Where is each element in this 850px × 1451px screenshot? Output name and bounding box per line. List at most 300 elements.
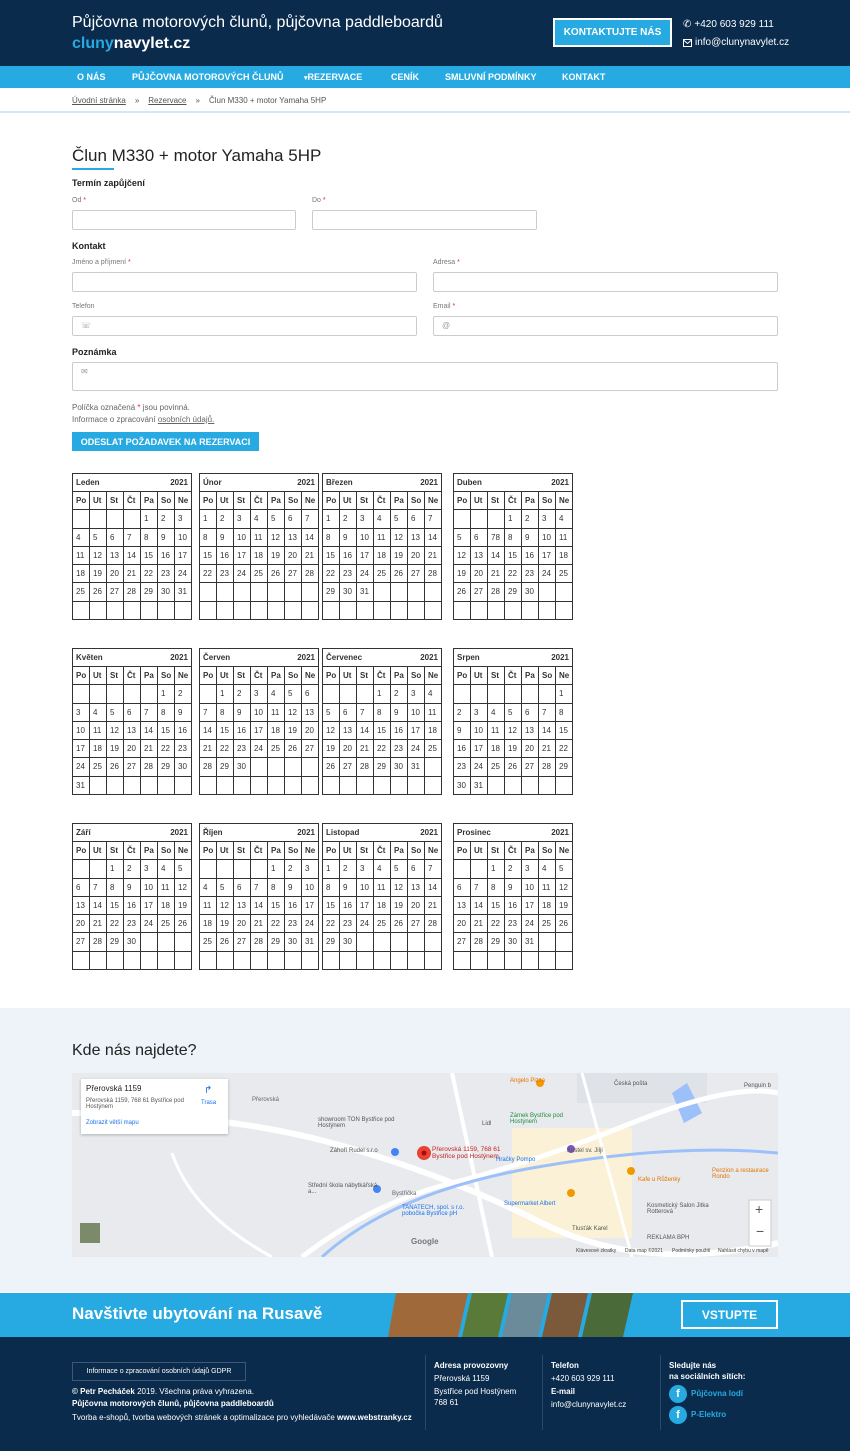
calendar-day: 11 [488,722,505,740]
calendar-day: 1 [323,510,340,528]
calendar-empty-cell [522,685,539,703]
calendar-day: 19 [505,740,522,758]
page-title: Člun M330 + motor Yamaha 5HP [72,146,322,165]
calendar-day: 14 [141,722,158,740]
calendar-empty-cell [391,583,408,601]
calendar-day: 30 [234,758,251,776]
nav-item-pujcovna[interactable]: PŮJČOVNA MOTOROVÝCH ČLUNŮ [132,72,284,82]
calendar-day: 26 [505,758,522,776]
nav-item-smluvni-podminky[interactable]: SMLUVNÍ PODMÍNKY [445,72,537,82]
calendar-day: 11 [268,704,285,722]
calendar-empty-cell [374,933,391,951]
breadcrumb [72,96,326,105]
calendar-day: 28 [251,933,268,951]
calendar-day: 19 [285,722,302,740]
calendar-empty-cell [73,602,90,620]
calendar-day: 19 [175,897,192,915]
calendar-day: 7 [425,860,442,878]
to-label [312,197,326,204]
calendar-day: 26 [217,933,234,951]
calendar-empty-cell [471,952,488,970]
calendar-empty-cell [323,685,340,703]
calendar-day: 6 [522,704,539,722]
calendar-empty-cell [522,602,539,620]
calendar-day: 10 [357,879,374,897]
made-by-link[interactable]: www.webstranky.cz [337,1413,412,1422]
calendar-week-row [323,758,442,776]
calendar-day: 20 [73,915,90,933]
map-footer-link[interactable]: Klávesové zkratky [576,1248,617,1254]
calendar-header [73,649,192,667]
calendar-empty-cell [107,952,124,970]
footer-made-by [72,1413,412,1422]
calendar-week-row [73,879,192,897]
calendar-empty-cell [90,777,107,795]
calendar-day: 5 [268,510,285,528]
calendar-day: 15 [556,722,573,740]
title-underline [72,168,114,170]
breadcrumb-separator: » [134,96,140,105]
calendar-empty-cell [234,860,251,878]
calendar-week-row [73,704,192,722]
calendar-day: 25 [90,758,107,776]
calendar-week-row [323,740,442,758]
to-date-input[interactable] [312,210,537,230]
calendar-weekday: Po [73,492,90,510]
calendar-day: 15 [323,897,340,915]
required-note [72,403,190,412]
calendar-weekday: Pa [522,842,539,860]
calendar-empty-cell [425,933,442,951]
calendar-day: 7 [141,704,158,722]
calendar-day: 18 [539,897,556,915]
calendar-weekday: Ut [217,842,234,860]
calendar-weekday-row [454,842,573,860]
calendar-day: 30 [340,933,357,951]
calendar-day: 10 [471,722,488,740]
calendar-header [200,649,319,667]
submit-reservation-button[interactable]: ODESLAT POŽADAVEK NA REZERVACI [72,432,259,451]
calendar-day: 23 [285,915,302,933]
map-place: Kosmetický Salon Jitka Rotterová [647,1203,709,1215]
calendar-day: 78 [488,529,505,547]
calendar-empty-cell [217,583,234,601]
calendar-empty-cell [505,602,522,620]
calendar-empty-cell [217,860,234,878]
calendar-empty-cell [175,933,192,951]
calendar-empty-cell [200,602,217,620]
calendar-week-row [73,758,192,776]
footer-gdpr-button[interactable]: Informace o zpracování osobních údajů GDPR [72,1362,246,1381]
rusava-banner[interactable] [0,1293,850,1337]
name-input[interactable] [72,272,417,292]
phone-input[interactable] [72,316,417,336]
calendar-day: 7 [539,704,556,722]
calendar-day: 9 [285,879,302,897]
calendar-empty-cell [73,952,90,970]
calendar-day: 11 [374,879,391,897]
calendar-month [322,823,442,970]
calendar-week-row [73,602,192,620]
calendar-day: 5 [90,529,107,547]
calendar-weekday: St [357,842,374,860]
calendar-year: 2021 [297,828,315,837]
zoom-in-button[interactable]: + [755,1201,764,1217]
calendar-month [453,473,573,620]
calendar-empty-cell [425,583,442,601]
required-star: * [83,197,87,204]
calendar-weekday: Ne [556,492,573,510]
calendar-day: 3 [234,510,251,528]
calendar-day: 3 [175,510,192,528]
calendar-day: 12 [268,529,285,547]
calendar-month-name: Duben [457,478,482,487]
calendar-day: 27 [107,583,124,601]
calendar-empty-cell [90,602,107,620]
calendar-empty-cell [522,952,539,970]
name-label-text: Jméno a příjmení [72,259,127,266]
calendar-weekday: Ut [340,667,357,685]
banner-enter-button[interactable]: VSTUPTE [681,1300,778,1329]
note-textarea[interactable] [72,362,778,391]
calendar-day: 18 [488,740,505,758]
calendar-day: 27 [408,565,425,583]
calendar-day: 30 [340,583,357,601]
map-route-link[interactable]: Trasa [201,1100,217,1106]
calendar-week-row [200,547,319,565]
calendar-month [199,823,319,970]
address-label [433,259,460,266]
note-heading: Poznámka [72,347,117,357]
calendar-day: 29 [158,758,175,776]
calendar-day: 17 [357,547,374,565]
calendar-weekday: Čt [505,492,522,510]
calendar-day: 15 [158,722,175,740]
calendar-week-row [454,758,573,776]
calendar-empty-cell [73,510,90,528]
nav-item-cenik[interactable]: CENÍK [391,72,420,82]
calendar-day: 10 [539,529,556,547]
calendar-weekday: St [488,492,505,510]
calendar-day: 21 [357,740,374,758]
calendar-day: 17 [175,547,192,565]
main-nav [0,66,850,88]
calendar-weekday: Čt [124,667,141,685]
contact-us-button[interactable]: KONTAKTUJTE NÁS [553,18,672,47]
map-card-larger-link[interactable]: Zobrazit větší mapu [86,1120,139,1126]
calendar-year: 2021 [420,478,438,487]
calendar-day: 23 [158,565,175,583]
calendar-day: 28 [471,933,488,951]
calendar-day: 8 [323,879,340,897]
calendar-week-row [454,740,573,758]
calendar-empty-cell [234,952,251,970]
calendar-month-name: Březen [326,478,353,487]
calendar-week-row [73,777,192,795]
footer-email[interactable]: info@clunynavylet.cz [551,1400,627,1409]
calendar-day: 25 [251,565,268,583]
breadcrumb-rezervace[interactable]: Rezervace [148,96,187,105]
calendar-day: 11 [556,529,573,547]
calendar-day: 2 [454,704,471,722]
calendar-weekday: St [488,667,505,685]
calendar-day: 23 [124,915,141,933]
phone-icon: ☏ [81,321,92,330]
calendar-day: 14 [357,722,374,740]
calendar-week-row [454,777,573,795]
facebook-icon[interactable]: f [669,1385,687,1403]
calendar-day: 13 [522,722,539,740]
calendar-day: 28 [425,915,442,933]
calendar-week-row [454,529,573,547]
calendar-day: 1 [158,685,175,703]
calendar-day: 29 [268,933,285,951]
google-map[interactable] [72,1073,778,1257]
nav-item-rezervace[interactable] [304,66,362,88]
calendar-month [322,473,442,620]
calendar-day: 16 [234,722,251,740]
calendar-weekday: Ut [340,842,357,860]
calendar-day: 12 [175,879,192,897]
calendar-day: 8 [217,704,234,722]
calendar-day: 28 [357,758,374,776]
email-label [433,303,455,310]
calendar-weekday: Po [73,842,90,860]
calendar-weekday: St [488,842,505,860]
calendar-day: 2 [340,510,357,528]
header-phone[interactable] [683,19,774,30]
footer-divider [425,1355,426,1430]
calendar-day: 31 [73,777,90,795]
calendar-day: 18 [374,897,391,915]
gdpr-link[interactable]: osobních údajů. [157,415,215,424]
calendar-empty-cell [251,602,268,620]
address-line: Přerovská 1159 [434,1374,490,1383]
calendar-day: 23 [454,758,471,776]
calendar-day: 26 [391,565,408,583]
calendar-empty-cell [391,777,408,795]
calendar-day: 15 [107,897,124,915]
calendar-empty-cell [200,685,217,703]
nav-item-rezervace-label: REZERVACE [307,72,363,82]
calendar-day: 28 [488,583,505,601]
from-label-text: Od [72,197,82,204]
calendar-empty-cell [556,583,573,601]
calendar-day: 25 [556,565,573,583]
calendar-day: 25 [73,583,90,601]
calendar-day: 8 [158,704,175,722]
calendar-empty-cell [340,952,357,970]
calendar-day: 5 [505,704,522,722]
directions-icon[interactable]: ↱ [204,1085,213,1096]
calendar-week-row [200,722,319,740]
calendar-day: 30 [175,758,192,776]
calendar-empty-cell [425,602,442,620]
social-link-p-elektro[interactable]: P-Elektro [691,1410,727,1419]
calendar-day: 3 [357,860,374,878]
calendar-day: 12 [107,722,124,740]
calendar-empty-cell [454,685,471,703]
calendar-empty-cell [124,602,141,620]
calendar-day: 5 [323,704,340,722]
calendar-header [454,649,573,667]
calendar-weekday: So [285,842,302,860]
map-place: TANATECH, spol. s r.o. pobočka Bystřice pH [402,1205,465,1217]
calendar-day: 10 [251,704,268,722]
calendar-week-row [323,722,442,740]
nav-item-kontakt[interactable]: KONTAKT [562,72,606,82]
calendar-weekday: So [158,492,175,510]
calendar-day: 31 [175,583,192,601]
calendar-empty-cell [217,602,234,620]
site-logo[interactable] [72,35,190,53]
calendar-weekday-row [200,842,319,860]
calendar-weekday: Ut [340,492,357,510]
calendar-header [200,824,319,842]
calendar-day: 9 [217,529,234,547]
calendar-weekday: So [539,667,556,685]
calendar-week-row [323,777,442,795]
calendar-day: 2 [340,860,357,878]
calendar-day: 2 [124,860,141,878]
calendar-day: 12 [391,529,408,547]
map-info-card [81,1079,228,1134]
from-date-input[interactable] [72,210,296,230]
calendar-weekday: Čt [124,492,141,510]
social-link-pujcovna[interactable]: Půjčovna lodí [691,1389,744,1398]
calendar-week-row [73,547,192,565]
nav-item-o-nas[interactable]: O NÁS [77,72,106,82]
calendar-empty-cell [454,602,471,620]
calendar-empty-cell [357,685,374,703]
calendar-day: 2 [158,510,175,528]
header-email[interactable] [683,37,789,48]
calendar-day: 16 [391,722,408,740]
calendar-weekday: Ne [556,667,573,685]
calendar-day: 19 [323,740,340,758]
calendar-year: 2021 [297,653,315,662]
header-phone-text: +420 603 929 111 [694,19,774,30]
calendar-empty-cell [251,777,268,795]
required-note-text: Políčka označená [72,403,136,412]
calendar-day: 29 [374,758,391,776]
calendar-weekday: Ne [425,842,442,860]
calendar-day: 22 [200,565,217,583]
zoom-out-button[interactable]: − [756,1223,765,1239]
calendar-header [454,824,573,842]
calendar-week-row [200,933,319,951]
calendar-empty-cell [425,777,442,795]
calendar-day: 25 [539,915,556,933]
calendar-month-name: Červenec [326,653,363,662]
calendar-empty-cell [539,777,556,795]
calendar-weekday: So [158,842,175,860]
calendar-week-row [454,602,573,620]
calendar-day: 7 [200,704,217,722]
map-place: Supermarket Albert [504,1201,556,1207]
calendar-year: 2021 [551,478,569,487]
calendar-day: 2 [217,510,234,528]
breadcrumb-home[interactable]: Úvodní stránka [72,96,126,105]
calendar-day: 24 [302,915,319,933]
required-note-end: jsou povinná. [142,403,190,412]
calendar-weekday: Čt [374,667,391,685]
calendar-header [454,474,573,492]
calendar-year: 2021 [420,653,438,662]
calendar-day: 20 [454,915,471,933]
calendar-empty-cell [505,685,522,703]
calendar-day: 4 [90,704,107,722]
calendar-day: 6 [454,879,471,897]
calendar-month-name: Říjen [203,828,223,837]
calendar-day: 5 [391,860,408,878]
calendar-week-row [454,510,573,528]
calendar-empty-cell [158,777,175,795]
calendar-empty-cell [522,777,539,795]
logo-part-domain: navylet.cz [113,35,191,52]
calendar-day: 21 [200,740,217,758]
calendar-day: 20 [408,547,425,565]
calendar-weekday: Po [454,842,471,860]
email-input[interactable] [433,316,778,336]
calendar-day: 19 [268,547,285,565]
calendar-empty-cell [408,952,425,970]
calendar-empty-cell [391,952,408,970]
calendar-weekday: Po [323,492,340,510]
calendar-week-row [454,952,573,970]
calendar-empty-cell [539,602,556,620]
calendar-day: 6 [285,510,302,528]
map-place: Tlusťák Karel [572,1226,608,1232]
calendar-empty-cell [285,602,302,620]
calendar-empty-cell [374,602,391,620]
calendar-week-row [200,704,319,722]
calendar-day: 20 [302,722,319,740]
address-input[interactable] [433,272,778,292]
calendar-day: 16 [340,897,357,915]
calendar-day: 26 [323,758,340,776]
calendar-day: 19 [556,897,573,915]
calendar-day: 7 [90,879,107,897]
calendar-day: 1 [374,685,391,703]
calendar-day: 2 [522,510,539,528]
calendar-day: 2 [175,685,192,703]
calendar-empty-cell [408,602,425,620]
calendar-empty-cell [454,952,471,970]
calendar-day: 15 [268,897,285,915]
calendar-weekday-row [323,667,442,685]
address-title: Adresa provozovny [434,1361,509,1370]
calendar-month [72,473,192,620]
footer-phone[interactable]: +420 603 929 111 [551,1374,615,1383]
calendar-day: 18 [556,547,573,565]
phone-title: Telefon [551,1361,579,1370]
calendar-day: 21 [90,915,107,933]
map-place: Kostel sv. Jiljí [567,1148,603,1154]
map-footer-link[interactable]: Nahlásit chybu v mapě [718,1248,769,1254]
calendar-day: 13 [285,529,302,547]
calendar-header [73,474,192,492]
calendar-day: 17 [471,740,488,758]
calendar-week-row [73,952,192,970]
calendar-week-row [454,915,573,933]
map-footer-link[interactable]: Podmínky použití [672,1248,711,1254]
calendar-empty-cell [107,777,124,795]
facebook-icon[interactable]: f [669,1406,687,1424]
calendar-day: 17 [251,722,268,740]
calendar-weekday: St [357,492,374,510]
calendar-day: 23 [505,915,522,933]
